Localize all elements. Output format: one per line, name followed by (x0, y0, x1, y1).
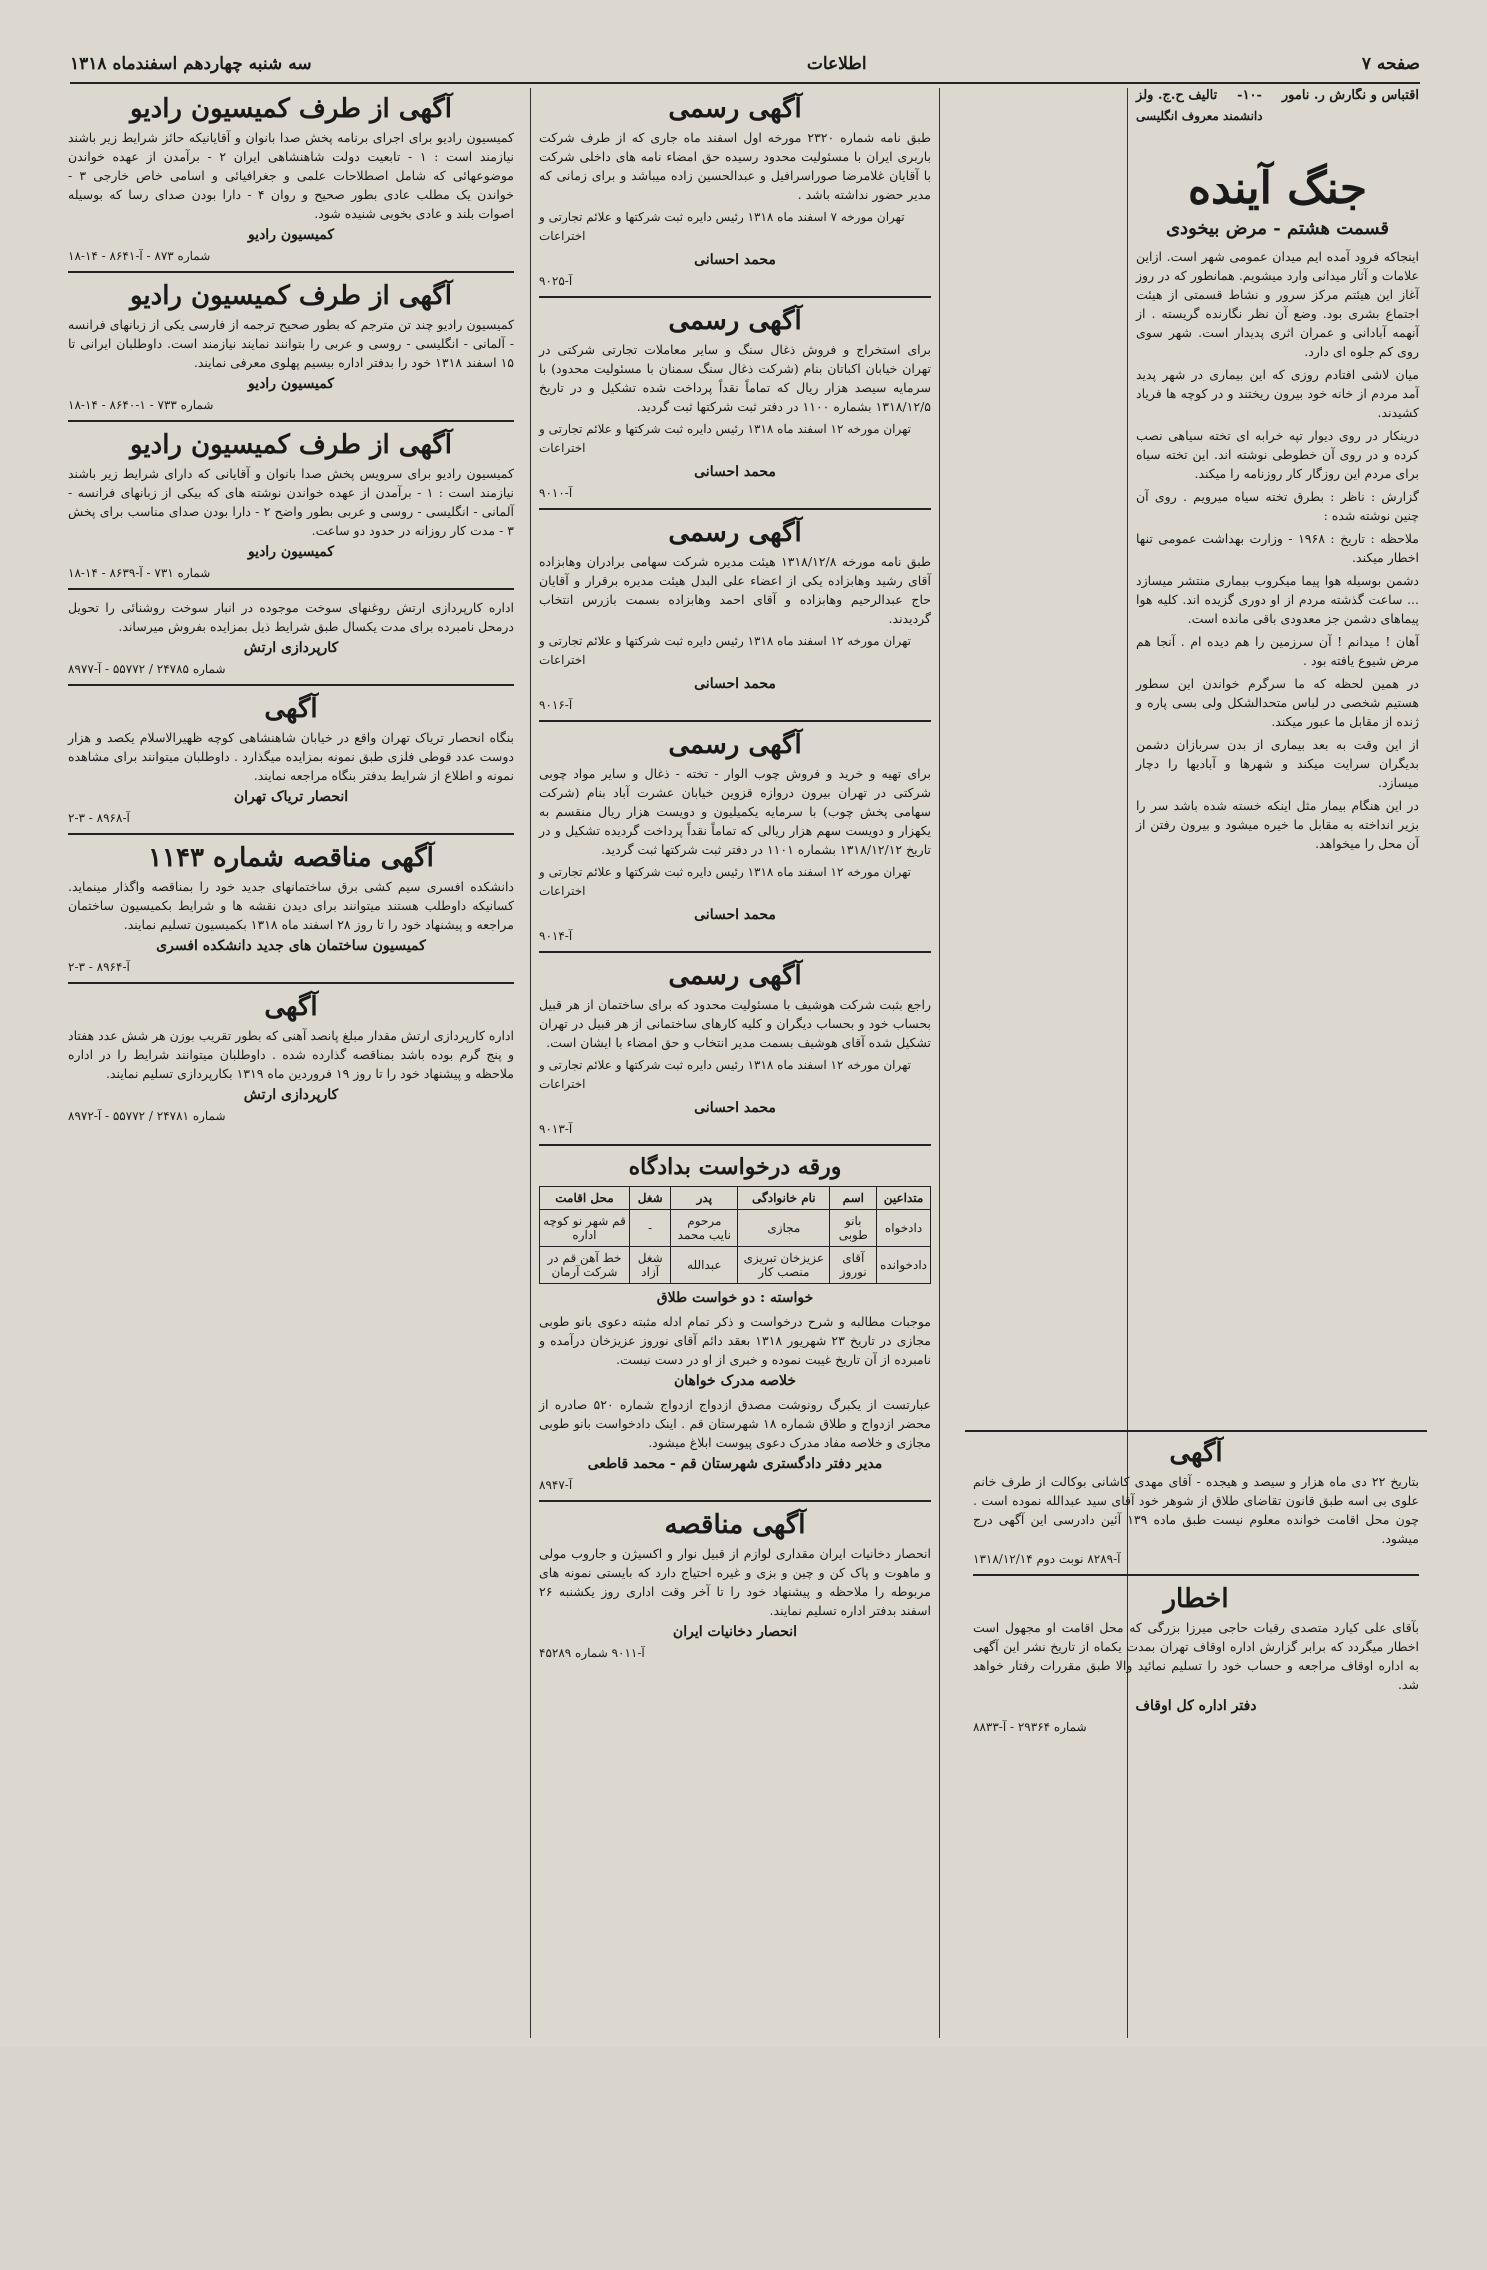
warning-code: شماره ۲۹۳۶۴ - آ-۸۸۳۳ (973, 1720, 1087, 1734)
petition-table (539, 1186, 931, 1284)
summary-text: عبارتست از یکبرگ رونوشت مصدق ازدواج ازدواج شماره ۵۲۰ صادره از محضر ازدواج و طلاق شماره ۱۸ شهرستان قم . اینک دادخواست بانو طوبی مجازی و خلاصه مفاد مدرک دعوی پیوست ابلاغ میشود. (539, 1397, 931, 1450)
table-cell: مرحوم نایب محمد (671, 1210, 738, 1247)
ad-ref: تهران مورخه ۷ اسفند ماه ۱۳۱۸ رئیس دایره ثبت شرکتها و علائم تجارتی و اختراعات (539, 210, 905, 243)
table-header: متداعین (877, 1187, 931, 1210)
ad-title: آگهی از طرف کمیسیون رادیو (129, 281, 453, 311)
ad-text: بنگاه انحصار تریاک تهران واقع در خیابان شاهنشاهی کوچه ظهیرالاسلام یکصد و هزار دوست عدد قوطی فلزی طبق نمونه بمزایده میگذارد . داوطلبان میتوانند برای مشاهده نمونه و اطلاع از شرایط بدفتر بنگاه مراجعه نمایند. (68, 730, 514, 783)
ad-title: آگهی (264, 992, 318, 1022)
table-cell: خط آهن قم در شرکت آرمان (540, 1247, 630, 1284)
ad-code: آ-۹۰۱۰ (539, 486, 573, 500)
divider (68, 684, 514, 686)
official-ads-column (530, 88, 940, 2038)
tender-text: انحصار دخانیات ایران مقداری لوازم از قبیل نوار و اکسیژن و جاروب مولی و ماهوت و پاک کن و چین و بزی و غیره احتیاج دارد که بایستی نمونه های مربوطه را ملاحظه و پیشنهاد خود را تا آخر وقت اداری روز یکشنبه ۲۶ اسفند بدفتر اداره تسلیم نمایند. (539, 1546, 931, 1618)
ad-signature: محمد احسانی (694, 676, 776, 692)
ad-text: بتاریخ ۲۲ دی ماه هزار و سیصد و هیجده - آقای مهدی کاشانی بوکالت از طرف خانم علوی بی اسه طبق قانون تقاضای طلاق از شوهر خود آقای سید عبدالله نموده است . چون محل اقامت خوانده معلوم نیست طبق ماده ۱۳۹ آئین دادرسی این آگهی درج میشود. (973, 1474, 1420, 1546)
petition-title: ورقه درخواست بدادگاه (628, 1154, 842, 1180)
ad-text: کمیسیون رادیو برای اجرای برنامه پخش صدا بانوان و آقایانیکه حائز شرایط زیر باشند نیازمند است : ۱ - تابعیت دولت شاهنشاهی ایران ۲ - برآمدن از عهده خواندن موضوعهائی که شامل اصطلاحات علمی و جغرافیائی و اسامی خاص خارجی ۳ - خواندن یک مطلب عادی بطور صحیح و روان ۴ - دارا بودن صدای رسا که بوسیله اصوات بلند و عادی بخوبی شنیده شود. (68, 130, 514, 221)
ad-code: شماره ۲۴۷۸۵ / ۵۵۷۷۲ - آ-۸۹۷۷ (68, 662, 226, 676)
divider (973, 1574, 1419, 1576)
divider (68, 271, 514, 273)
ad-signature: محمد احسانی (694, 464, 776, 480)
ad-ref: تهران مورخه ۱۲ اسفند ماه ۱۳۱۸ رئیس دایره ثبت شرکتها و علائم تجارتی و اختراعات (539, 422, 911, 455)
ad-text: کمیسیون رادیو چند تن مترجم که بطور صحیح ترجمه از فارسی یکی از زبانهای فرانسه - آلمانی - انگلیسی - روسی و عربی را بتوانند نمایند نیازمند است. داوطلبان ایرانی تا ۱۵ اسفند ۱۳۱۸ خود را بدفتر اداره بیسیم پهلوی معرفی نمایند. (68, 317, 514, 370)
ad-code: آ-۹۰۱۴ (539, 929, 573, 943)
table-cell: مجازی (738, 1210, 830, 1247)
ad-title: آگهی رسمی (668, 94, 802, 124)
divider (68, 588, 514, 590)
ad-title: آگهی رسمی (668, 961, 802, 991)
summary-title: خلاصه مدرک خواهان (674, 1373, 796, 1389)
divider (539, 1144, 931, 1146)
serial-paragraph: در این هنگام بیمار مثل اینکه خسته شده باشد سر را بزیر انداخته به مقابل ما خیره میشود و بیرون رفتن از آن محل را میخواهد. (1136, 798, 1419, 851)
divider (539, 296, 931, 298)
ad-title: آگهی از طرف کمیسیون رادیو (129, 430, 453, 460)
divider (539, 720, 931, 722)
ad-title: آگهی رسمی (668, 518, 802, 548)
serial-adapter: اقتباس و نگارش ر. نامور (1281, 88, 1419, 103)
tender-title: آگهی مناقصه (664, 1510, 806, 1540)
ad-code: آ-۹۰۲۵ (539, 274, 573, 288)
serial-paragraph: ملاحظه : تاریخ : ۱۹۶۸ - وزارت بهداشت عمومی تنها اخطار میکند. (1136, 531, 1419, 565)
ad-text: کمیسیون رادیو برای سرویس پخش صدا بانوان و آقایانی که دارای شرایط زیر باشند نیازمند است : ۱ - برآمدن از عهده خواندن نوشته های که بیکی از زبانهای فرانسه - آلمانی - انگلیسی - روسی و عربی بطور واضح ۲ - دارا بودن صدای مناسب برای پخش ۳ - مدت کار روزانه در حدود دو ساعت. (68, 466, 514, 538)
ad-code: شماره ۸۷۳ - آ-۸۶۴۱ - ۱۴-۱۸ (68, 249, 211, 263)
ad-code: آ-۸۹۶۸ - ۳-۲ (68, 811, 130, 825)
bottom-right-block (965, 1430, 1427, 2270)
divider (539, 1500, 931, 1502)
serial-writer-desc: دانشمند معروف انگلیسی (1136, 109, 1263, 123)
ad-code: آ-۹۰۱۶ (539, 698, 573, 712)
serial-paragraph: درینکار در روی دیوار تپه خرابه ای تخته سیاهی نصب کرده و در روی آن خطوطی نوشته اند. این تخته سیاه برای مردم این روزگار کار روزنامه را میکند. (1136, 428, 1419, 481)
ad-title: آگهی مناقصه شماره ۱۱۴۳ (148, 843, 434, 873)
ad-signature: کمیسیون رادیو (247, 376, 335, 392)
table-cell: عزیزخان تبریزی منصب کار (738, 1247, 830, 1284)
ad-code: شماره ۷۳۱ - آ-۸۶۳۹ - ۱۴-۱۸ (68, 566, 211, 580)
page-number: صفحه ۷ (1361, 54, 1420, 74)
serial-title: جنگ آینده (1187, 163, 1368, 214)
serial-paragraph: از این وقت به بعد بیماری از بدن سربازان دشمن بدیگران سرایت میکند و شهرها و آبادیها را دچار میسازد. (1136, 737, 1419, 790)
ad-title: آگهی رسمی (668, 730, 802, 760)
ad-code: آ-۸۹۶۴ - ۳-۲ (68, 960, 130, 974)
warning-signature: دفتر اداره کل اوقاف (1135, 1698, 1257, 1714)
table-cell: شغل آزاد (629, 1247, 671, 1284)
ad-signature: انحصار تریاک تهران (233, 789, 349, 805)
table-cell: دادخوانده (877, 1247, 931, 1284)
table-header: اسم (830, 1187, 877, 1210)
serial-paragraph: گزارش : ناظر : بطرق تخته سیاه میرویم . روی آن چنین نوشته شده : (1136, 489, 1419, 523)
ad-code: شماره ۲۴۷۸۱ / ۵۵۷۷۲ - آ-۸۹۷۲ (68, 1109, 226, 1123)
ad-title: آگهی (1169, 1438, 1223, 1468)
serial-paragraph: میان لاشی افتادم روزی که این بیماری در شهر پدید آمد مردم از خانه خود بیرون ریختند و در کوچه ها فریاد کشیدند. (1136, 367, 1419, 420)
ad-code: آ-۸۲۸۹ نوبت دوم ۱۳۱۸/۱۲/۱۴ (973, 1552, 1121, 1566)
serial-writer: تالیف ح.ج. ولز (1136, 88, 1218, 103)
ad-title: آگهی از طرف کمیسیون رادیو (129, 94, 453, 124)
serial-paragraph: آهان ! میدانم ! آن سرزمین را هم دیده ام . آنجا هم مرض شیوع یافته بود . (1136, 634, 1419, 668)
ad-ref: تهران مورخه ۱۲ اسفند ماه ۱۳۱۸ رئیس دایره ثبت شرکتها و علائم تجارتی و اختراعات (539, 865, 911, 898)
serial-subtitle: قسمت هشتم - مرض بیخودی (1165, 218, 1390, 239)
table-cell: عبدالله (671, 1247, 738, 1284)
ad-signature: محمد احسانی (694, 907, 776, 923)
tender-code: آ-۹۰۱۱ شماره ۴۵۲۸۹ (539, 1646, 645, 1660)
ad-text: برای تهیه و خرید و فروش چوب الوار - تخته - ذغال و سایر مواد چوبی شرکتی در تهران بیرون دروازه قزوین خیابان عشرت آباد بنام (شرکت سهامی پخش چوب) با سرمایه یکمیلیون و دویست هزار ریال منقسم به یکهزار و دویست سهم هزار ریالی که تماماً نقداً پرداخت گردیده تشکیل و در تاریخ ۱۳۱۸/۱۲/۱۲ بشماره ۱۱۰۱ در دفتر ثبت شرکتها ثبت گردید. (539, 766, 931, 857)
ad-signature: محمد احسانی (694, 252, 776, 268)
warning-text: بآقای علی کیارد متصدی رقبات حاجی میرزا بزرگی که محل اقامت او مجهول است اخطار میگردد که برابر گزارش اداره اوقاف تهران بمدت یکماه از تاریخ نشر این آگهی به اداره اوقاف مراجعه و حساب خود را تسلیم نمائید والا طبق مقررات رفتار خواهد شد. (973, 1620, 1419, 1692)
ad-text: برای استخراج و فروش ذغال سنگ و سایر معاملات تجارتی شرکتی در تهران خیابان اکباتان بنام (شرکت ذغال سنگ سمنان با مسئولیت محدود) با سرمایه سیصد هزار ریال که تماماً نقداً پرداخت شده تشکیل و در تاریخ ۱۳۱۸/۱۲/۵ بشماره ۱۱۰۰ در دفتر ثبت شرکتها ثبت گردید. (539, 342, 931, 414)
petition-signature: مدیر دفتر دادگستری شهرستان قم - محمد قاطعی (587, 1456, 883, 1472)
ad-signature: کارپردازی ارتش (243, 1087, 339, 1103)
table-header-row (540, 1187, 931, 1210)
divider (68, 833, 514, 835)
ad-code: آ-۹۰۱۳ (539, 1122, 573, 1136)
table-row (540, 1247, 931, 1284)
ad-code: شماره ۷۳۳ - ۱-۸۶۴۰ - ۱۴-۱۸ (68, 398, 214, 412)
ad-title: آگهی رسمی (668, 306, 802, 336)
petition-claim: خواسته : دو خواست طلاق (656, 1290, 814, 1306)
table-header: نام خانوادگی (738, 1187, 830, 1210)
divider (68, 982, 514, 984)
table-header: پدر (671, 1187, 738, 1210)
ad-text: راجع بثبت شرکت هوشیف با مسئولیت محدود که برای ساختمان از هر قبیل بحساب خود و بحساب دیگران و کلیه کارهای ساختمانی از هر قبیل در تهران تشکیل شده آقای هوشیف بسمت مدیر انتخاب و حق امضاء با ایشان است. (539, 997, 931, 1050)
masthead (70, 50, 1420, 84)
newspaper-name: اطلاعات (806, 54, 867, 74)
petition-text: موجبات مطالبه و شرح درخواست و ذکر تمام ادله مثبته دعوی بانو طوبی مجازی در تاریخ ۲۳ شهریور ۱۳۱۸ بعقد دائم آقای نوروز عزیزخان درآمده و نامبرده از آن تاریخ غیبت نموده و خبری از او در دست نیست. (539, 1314, 931, 1367)
ad-signature: محمد احسانی (694, 1100, 776, 1116)
tender-signature: انحصار دخانیات ایران (672, 1624, 798, 1640)
table-header: محل اقامت (540, 1187, 630, 1210)
ad-signature: کمیسیون ساختمان های جدید دانشکده افسری (156, 938, 426, 954)
table-cell: بانو طوبی (830, 1210, 877, 1247)
divider (68, 420, 514, 422)
table-cell: دادخواه (877, 1210, 931, 1247)
ad-ref: تهران مورخه ۱۲ اسفند ماه ۱۳۱۸ رئیس دایره ثبت شرکتها و علائم تجارتی و اختراعات (539, 634, 911, 667)
warning-title: اخطار (1163, 1584, 1229, 1614)
table-cell: - (629, 1210, 671, 1247)
petition-code: آ-۸۹۴۷ (539, 1478, 573, 1492)
ad-ref: تهران مورخه ۱۲ اسفند ماه ۱۳۱۸ رئیس دایره ثبت شرکتها و علائم تجارتی و اختراعات (539, 1058, 911, 1091)
ad-signature: کمیسیون رادیو (247, 544, 335, 560)
left-ads-column (60, 88, 522, 2038)
table-header: شغل (629, 1187, 671, 1210)
ad-signature: کمیسیون رادیو (247, 227, 335, 243)
table-cell: قم شهر نو کوچه اداره (540, 1210, 630, 1247)
serial-paragraph: اینجاکه فرود آمده ایم میدان عمومی شهر است. ازاین علامات و آثار میدانی وارد میشویم. همانطور که در روز آغاز این هیئتم مرکز سرور و نشاط قسمتی از هیئت اجتماع بشری بود. وضع آن نظر نگارنده گریسته . از آنهمه آبادانی و عمران اثری پدیدار است. شهر سوی روی کم جلوه ای دارد. (1136, 249, 1419, 359)
ad-text: طبق نامه شماره ۲۳۲۰ مورخه اول اسفند ماه جاری که از طرف شرکت باربری ایران با مسئولیت محدود رسیده حق امضاء نامه های داخلی شرکت با آقایان غلامرضا صوراسرافیل و عبدالحسین زاده میباشد و برای زمانی که مدیر حضور نداشته باشد . (539, 130, 931, 202)
serial-number: -۱۰- (1237, 88, 1262, 103)
ad-title: آگهی (264, 694, 318, 724)
ad-text: طبق نامه مورخه ۱۳۱۸/۱۲/۸ هیئت مدیره شرکت سهامی برادران وهابزاده آقای رشید وهابزاده یکی از اعضاء علی البدل هیئت مدیره برقرار و آقایان حاج عبدالرحیم وهابزاده و آقای احمد وهابزاده بسمت بازرس انتخاب گردیدند. (539, 554, 931, 626)
table-row (540, 1210, 931, 1247)
ad-text: اداره کارپردازی ارتش مقدار مبلغ پانصد آهنی که بطور تقریب بوزن هر شش عدد هفتاد و پنج گرم بوده باشد بمناقصه گذارده شده . داوطلبان میتوانند شرایط را در اداره ملاحظه و پیشنهاد خود را تا روز ۱۹ فروردین ماه ۱۳۱۹ بکارپردازی تسلیم نمایند. (68, 1028, 514, 1081)
issue-date: سه شنبه چهاردهم اسفندماه ۱۳۱۸ (70, 54, 312, 74)
serial-paragraph: دشمن بوسیله هوا پیما میکروب بیماری منتشر میسازد ... ساعت گذشته مردم از او دوری گزیده اند. کلیه هوا پیماهای دشمن جز معدودی باقی مانده است. (1136, 573, 1419, 626)
divider (539, 508, 931, 510)
ad-text: دانشکده افسری سیم کشی برق ساختمانهای جدید خود را بمناقصه واگذار مینماید. کسانیکه داوطلب هستند میتوانند برای دیدن نقشه ها و شرایط بکمیسیون ساختمان مراجعه و پیشنهاد خود را تا روز ۲۸ اسفند ماه ۱۳۱۸ بکمیسیون تسلیم نمایند. (68, 879, 514, 932)
ad-signature: کارپردازی ارتش (243, 640, 339, 656)
serial-paragraph: در همین لحظه که ما سرگرم خواندن این سطور هستیم شخصی در لباس متحدالشکل ولی بسی پاره و ژنده از مقابل ما عبور میکند. (1136, 676, 1419, 729)
table-cell: آقای نوروز (830, 1247, 877, 1284)
ad-text: اداره کارپردازی ارتش روغنهای سوخت موجوده در انبار سوخت روشنائی را تحویل درمحل نامبرده برای مدت یکسال طبق شرایط ذیل بمزایده بفروش میرساند. (68, 600, 514, 634)
divider (539, 951, 931, 953)
